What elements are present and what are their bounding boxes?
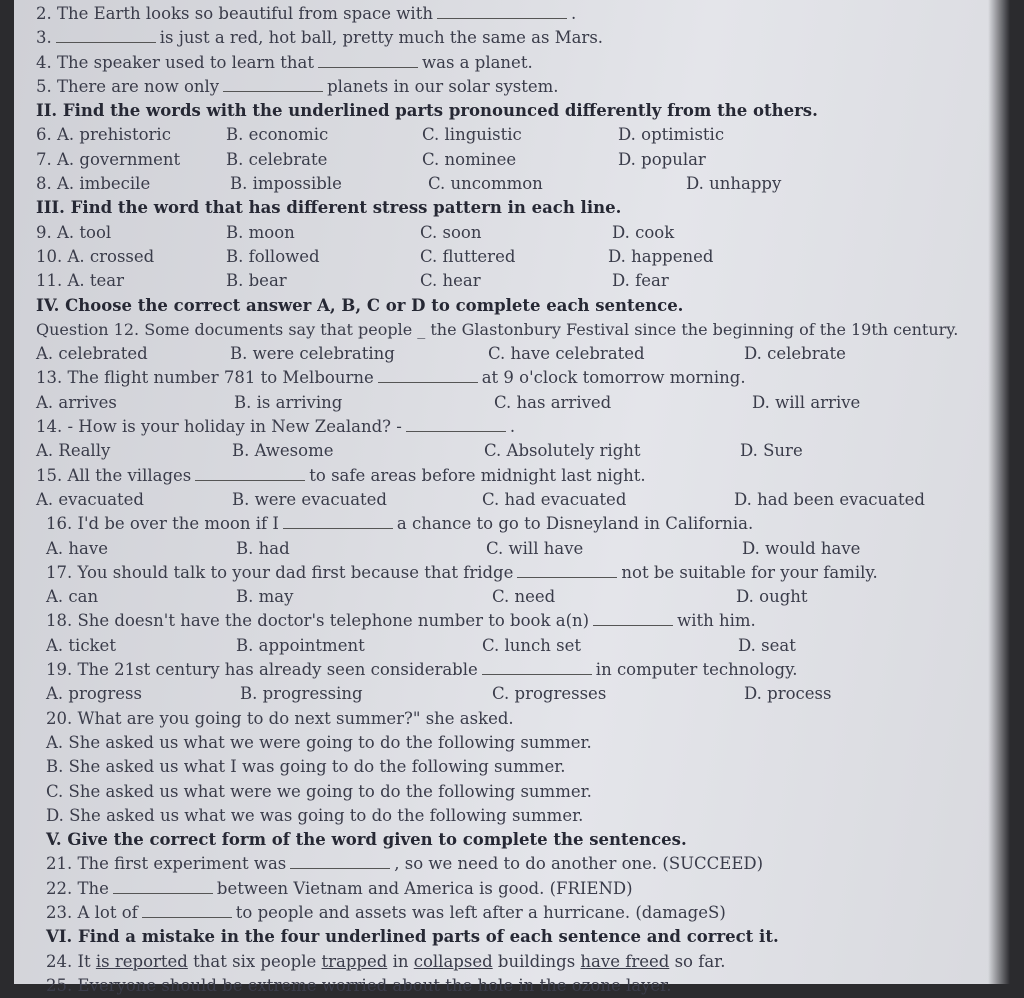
question-13-options (36, 391, 1006, 415)
question-18 (36, 609, 1006, 633)
question-22 (36, 877, 1006, 901)
option-c: C. lunch set (482, 635, 582, 655)
section-title: VI. Find a mistake in the four underlined parts of each sentence and correct it. (46, 927, 779, 947)
option-b: B. bear (226, 271, 287, 291)
question-post: between Vietnam and America is good. (FRIEND) (216, 878, 633, 898)
question-24 (36, 950, 1006, 974)
option-d: D. Sure (740, 441, 803, 461)
option-a: A. can (46, 587, 99, 607)
answer-blank (378, 381, 478, 383)
option-d: D. fear (612, 271, 669, 291)
option-c: C. has arrived (494, 392, 612, 412)
option-b: B. impossible (230, 174, 342, 194)
question-2 (36, 2, 1006, 26)
answer-blank (56, 41, 156, 43)
question-3 (36, 26, 1006, 50)
paper-shadow-edge (988, 0, 1010, 984)
option-d: D. optimistic (618, 125, 725, 145)
worksheet-content (36, 2, 1006, 998)
question-text: 25. Everyone should be extreme worried about the hole in the ozone layer. (46, 975, 672, 995)
option-a: 10. A. crossed (36, 246, 155, 266)
section-3-title (36, 196, 1006, 220)
question-pre: 16. I'd be over the moon if I (46, 514, 279, 534)
question-text (36, 415, 515, 439)
option-c: C. will have (486, 538, 584, 558)
answer-blank (406, 430, 506, 432)
option-b: B. may (236, 587, 294, 607)
option-d: D. unhappy (686, 174, 782, 194)
option-a: A. progress (46, 684, 142, 704)
question-8 (36, 172, 1006, 196)
option-d: D. celebrate (744, 344, 846, 364)
option-a: 6. A. prehistoric (36, 125, 171, 145)
option-c: C. fluttered (420, 246, 516, 266)
option-c: C. linguistic (422, 125, 522, 145)
question-text-part: in (392, 951, 409, 971)
answer-blank (517, 576, 617, 578)
answer-blank (290, 867, 390, 869)
worksheet-paper (14, 0, 1010, 995)
option-c: C. have celebrated (488, 344, 645, 364)
option-a: A. ticket (46, 635, 116, 655)
option-b: B. followed (226, 246, 320, 266)
question-text (36, 366, 746, 390)
question-post: to people and assets was left after a hurricane. (damageS) (235, 902, 726, 922)
question-14-options (36, 439, 1006, 463)
question-20-option-d (36, 804, 1006, 828)
section-title: V. Give the correct form of the word given to complete the sentences. (46, 830, 687, 850)
section-5-title (36, 828, 1006, 852)
underlined-part-d: have freed (580, 951, 670, 971)
option-c: C. nominee (422, 149, 517, 169)
section-2-title (36, 99, 1006, 123)
question-post: . (570, 4, 577, 23)
question-6 (36, 123, 1006, 147)
option-a: 9. A. tool (36, 222, 112, 242)
question-text (46, 609, 756, 633)
question-pre: 18. She doesn't have the doctor's telephone number to book a(n) (46, 611, 590, 631)
question-4 (36, 51, 1006, 75)
answer-blank (113, 892, 213, 894)
option-c: C. had evacuated (482, 489, 627, 509)
question-text: 20. What are you going to do next summer?" she asked. (46, 708, 514, 728)
question-post: not be suitable for your family. (621, 562, 878, 582)
option-b: B. is arriving (234, 392, 343, 412)
question-17 (36, 561, 1006, 585)
option-c: C. progresses (492, 684, 607, 704)
question-11 (36, 269, 1006, 293)
question-23 (36, 901, 1006, 925)
question-text-part: that six people (193, 951, 317, 971)
option-b: B. She asked us what I was going to do the following summer. (46, 757, 566, 777)
question-text (36, 2, 576, 26)
question-text (36, 75, 559, 99)
question-pre: 13. The flight number 781 to Melbourne (36, 368, 374, 388)
underlined-part-c: collapsed (413, 951, 493, 971)
question-text (46, 877, 633, 901)
option-b: B. were evacuated (232, 489, 387, 509)
question-text (36, 51, 533, 75)
option-c: C. She asked us what were we going to do the following summer. (46, 781, 592, 801)
question-14 (36, 415, 1006, 439)
option-a: A. She asked us what we were going to do the following summer. (46, 732, 592, 752)
question-20-option-b (36, 755, 1006, 779)
option-c: C. Absolutely right (484, 441, 641, 461)
question-post: , so we need to do another one. (SUCCEED) (394, 854, 764, 874)
answer-blank (195, 479, 305, 481)
question-10 (36, 245, 1006, 269)
question-pre: 17. You should talk to your dad first because that fridge (46, 562, 514, 582)
section-6-title (36, 925, 1006, 949)
question-text (36, 464, 646, 488)
question-7 (36, 148, 1006, 172)
question-15-options (36, 488, 1006, 512)
question-text (46, 852, 763, 876)
answer-blank (437, 17, 567, 19)
question-16-options (36, 537, 1006, 561)
option-a: A. have (46, 538, 108, 558)
question-text (46, 950, 725, 974)
option-b: B. appointment (236, 635, 365, 655)
question-text-part: buildings (497, 951, 576, 971)
question-15 (36, 464, 1006, 488)
question-9 (36, 221, 1006, 245)
option-d: D. had been evacuated (734, 489, 925, 509)
option-c: C. uncommon (428, 174, 543, 194)
option-d: D. process (744, 684, 832, 704)
question-pre: 5. There are now only (36, 76, 220, 96)
option-a: 11. A. tear (36, 271, 125, 291)
question-pre: 3. (36, 28, 52, 48)
question-16 (36, 512, 1006, 536)
option-a: 8. A. imbecile (36, 174, 151, 194)
question-text (36, 26, 603, 50)
option-d: D. ought (736, 587, 808, 607)
question-text: Question 12. Some documents say that people _ the Glastonbury Festival since the beginning of the 19th century. (36, 319, 959, 339)
question-5 (36, 75, 1006, 99)
question-text-part: so far. (674, 951, 726, 971)
option-b: B. Awesome (232, 441, 334, 461)
answer-blank (283, 527, 393, 529)
question-post: a chance to go to Disneyland in California. (396, 514, 754, 534)
answer-blank (223, 90, 323, 92)
section-title: IV. Choose the correct answer A, B, C or D to complete each sentence. (36, 295, 684, 315)
option-a: A. evacuated (36, 489, 144, 509)
question-text (46, 512, 753, 536)
underlined-part-a: is reported (95, 951, 188, 971)
answer-blank (482, 673, 592, 675)
question-post: was a planet. (422, 52, 533, 72)
question-pre: 14. - How is your holiday in New Zealand? - (36, 417, 402, 437)
question-pre: 15. All the villages (36, 465, 192, 485)
question-20 (36, 707, 1006, 731)
answer-blank (593, 624, 673, 626)
question-12-options (36, 342, 1006, 366)
option-d: D. would have (742, 538, 861, 558)
option-a: A. Really (36, 441, 111, 461)
option-c: C. hear (420, 271, 481, 291)
question-13 (36, 366, 1006, 390)
option-b: B. progressing (240, 684, 363, 704)
option-b: B. had (236, 538, 290, 558)
question-text (46, 901, 726, 925)
question-pre: 4. The speaker used to learn that (36, 52, 314, 72)
question-20-option-a (36, 731, 1006, 755)
question-text-part: 24. It (46, 951, 91, 971)
question-25 (36, 974, 1006, 998)
question-pre: 21. The first experiment was (46, 854, 287, 874)
question-17-options (36, 585, 1006, 609)
question-text (46, 561, 878, 585)
question-12 (36, 318, 1006, 342)
question-post: is just a red, hot ball, pretty much the same as Mars. (159, 28, 604, 48)
option-c: C. soon (420, 222, 482, 242)
section-4-title (36, 294, 1006, 318)
question-post: planets in our solar system. (327, 76, 559, 96)
option-a: A. arrives (36, 392, 117, 412)
option-b: B. economic (226, 125, 329, 145)
option-d: D. cook (612, 222, 675, 242)
option-c: C. need (492, 587, 556, 607)
question-pre: 19. The 21st century has already seen considerable (46, 660, 478, 680)
question-post: with him. (677, 611, 756, 631)
question-18-options (36, 634, 1006, 658)
question-pre: 2. The Earth looks so beautiful from space with (36, 4, 433, 23)
option-b: B. moon (226, 222, 295, 242)
answer-blank (142, 916, 232, 918)
question-post: in computer technology. (595, 660, 798, 680)
option-d: D. happened (608, 246, 714, 266)
option-d: D. She asked us what we was going to do the following summer. (46, 805, 584, 825)
question-21 (36, 852, 1006, 876)
option-d: D. will arrive (752, 392, 861, 412)
section-title: III. Find the word that has different stress pattern in each line. (36, 198, 622, 218)
question-post: at 9 o'clock tomorrow morning. (481, 368, 746, 388)
question-pre: 22. The (46, 878, 109, 898)
question-19 (36, 658, 1006, 682)
option-b: B. celebrate (226, 149, 328, 169)
option-b: B. were celebrating (230, 344, 395, 364)
question-pre: 23. A lot of (46, 902, 138, 922)
option-a: A. celebrated (36, 344, 148, 364)
question-19-options (36, 682, 1006, 706)
question-post: . (509, 417, 516, 437)
question-20-option-c (36, 780, 1006, 804)
question-text (46, 658, 797, 682)
underlined-part-b: trapped (321, 951, 388, 971)
option-d: D. popular (618, 149, 706, 169)
section-title: II. Find the words with the underlined parts pronounced differently from the others. (36, 101, 818, 121)
question-post: to safe areas before midnight last night. (309, 465, 646, 485)
option-d: D. seat (738, 635, 796, 655)
answer-blank (318, 66, 418, 68)
option-a: 7. A. government (36, 149, 181, 169)
